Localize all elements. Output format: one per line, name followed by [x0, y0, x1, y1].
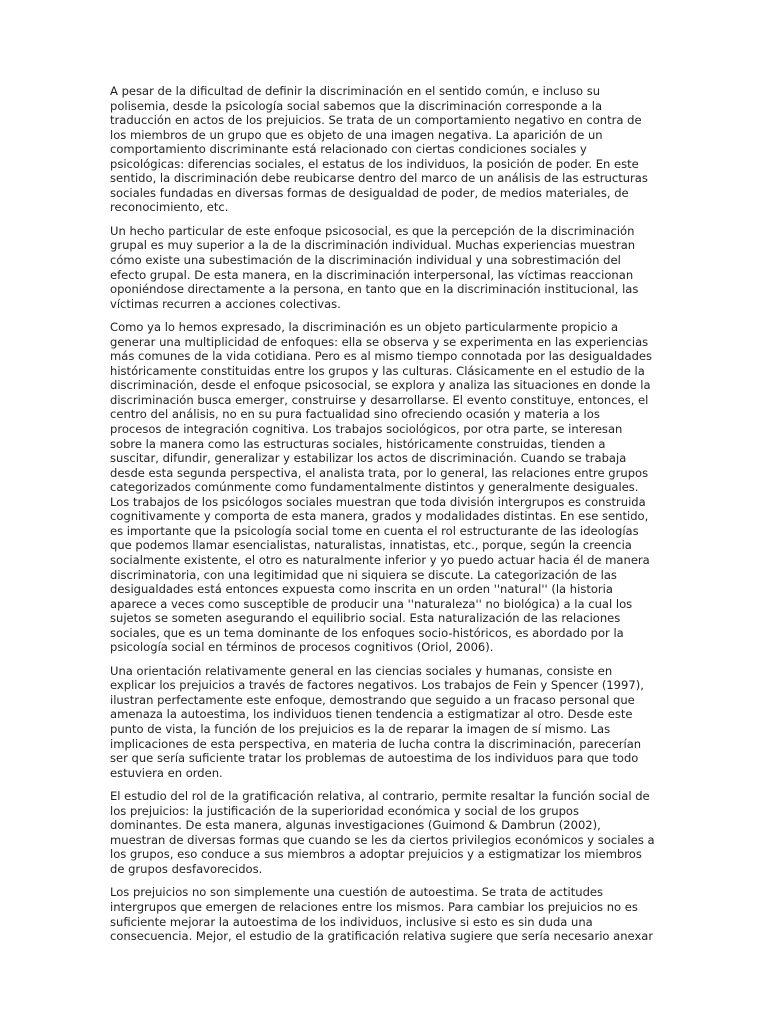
text-line: amenaza la autoestima, los individuos tienen tendencia a estigmatizar al otro. Desde este	[110, 707, 633, 722]
text-line: grupal es muy superior a la de la discriminación individual. Muchas experiencias muestran	[110, 238, 636, 253]
text-line: Una orientación relativamente general en las ciencias sociales y humanas, consiste en	[110, 663, 613, 678]
text-line: de grupos desfavorecidos.	[110, 861, 263, 876]
text-line: ser que sería suficiente tratar los problemas de autoestima de los individuos para que todo	[110, 751, 639, 766]
text-line: sobre la manera como las estructuras sociales, históricamente construidas, tienden a	[110, 436, 606, 451]
text-line: que podemos llamar esencialistas, naturalistas, innatistas, etc., porque, según la creencia	[110, 538, 632, 553]
text-line: sujetos se someten asegurando el equilibrio social. Esta naturalización de las relaciones	[110, 611, 621, 626]
text-line: centro del análisis, no en su pura factualidad sino ofreciendo ocasión y materia a los	[110, 407, 600, 422]
text-line: es importante que la psicología social tome en cuenta el rol estructurante de las ideologías	[110, 523, 639, 538]
text-line: A pesar de la dificultad de definir la discriminación en el sentido común, e incluso su	[110, 84, 601, 98]
text-line: punto de vista, la función de los prejuicios es la de reparar la imagen de sí mismo. Las	[110, 721, 611, 736]
text-line: procesos de integración cognitiva. Los trabajos sociológicos, por otra parte, se interesan	[110, 422, 623, 437]
text-line: suficiente mejorar la autoestima de los individuos, inclusive si esto es sin duda una	[110, 914, 593, 929]
paragraph	[110, 84, 658, 215]
text-line: desigualdades está entonces expuesta como inscrita en un orden ''natural'' (la historia	[110, 582, 613, 597]
text-line: aparece a veces como susceptible de producir una ''naturaleza'' no biológica) a la cual los	[110, 596, 633, 611]
text-line: implicaciones de esta perspectiva, en materia de lucha contra la discriminación, parecerían	[110, 736, 642, 751]
text-line: los grupos, eso conduce a sus miembros a adoptar prejuicios y a estigmatizar los miembros	[110, 847, 642, 862]
paragraph	[110, 224, 658, 311]
text-line: estuviera en orden.	[110, 765, 223, 780]
text-line: consecuencia. Mejor, el estudio de la gratificación relativa sugiere que sería necesario anexar	[110, 929, 654, 944]
text-line: los miembros de un grupo que es objeto de una imagen negativa. La aparición de un	[110, 127, 603, 142]
text-line: cómo existe una subestimación de la discriminación individual y una sobrestimación del	[110, 253, 621, 268]
text-line: reconocimiento, etc.	[110, 200, 229, 215]
text-line: psicológicas: diferencias sociales, el estatus de los individuos, la posición de poder. En este	[110, 156, 639, 171]
text-line: ilustran perfectamente este enfoque, demostrando que seguido a un fracaso personal que	[110, 692, 635, 707]
text-line: discriminación, desde el enfoque psicosocial, se explora y analiza las situaciones en donde la	[110, 378, 651, 393]
text-line: Los prejuicios no son simplemente una cuestión de autoestima. Se trata de actitudes	[110, 885, 604, 900]
text-line: oponiéndose directamente a la persona, en tanto que en la discriminación institucional, las	[110, 282, 639, 297]
text-line: dominantes. De esta manera, algunas investigaciones (Guimond & Dambrun (2002),	[110, 818, 601, 833]
text-line: suscitar, difundir, generalizar y estabilizar los actos de discriminación. Cuando se trabaja	[110, 451, 627, 466]
paragraph	[110, 320, 658, 655]
text-line: socialmente existente, el otro es naturalmente inferior y yo puedo actuar hacia él de manera	[110, 552, 650, 567]
document-body	[110, 84, 658, 953]
text-line: los prejuicios: la justificación de la superioridad económica y social de los grupos	[110, 803, 579, 818]
paragraph	[110, 789, 658, 876]
text-line: cognitivamente y comporta de esta manera, grados y modalidades distintas. En ese sentido,	[110, 509, 649, 524]
text-line: Los trabajos de los psicólogos sociales muestran que toda división intergrupos es construida	[110, 494, 646, 509]
text-line: discriminación busca emerger, construirse y desarrollarse. El evento constituye, entonces, el	[110, 392, 649, 407]
text-line: Un hecho particular de este enfoque psicosocial, es que la percepción de la discriminación	[110, 223, 635, 238]
text-line: discriminatoria, con una legitimidad que ni siquiera se discute. La categorización de las	[110, 567, 617, 582]
text-line: El estudio del rol de la gratificación relativa, al contrario, permite resaltar la función social de	[110, 789, 650, 804]
text-line: efecto grupal. De esta manera, en la discriminación interpersonal, las víctimas reaccionan	[110, 267, 634, 282]
text-line: desde esta segunda perspectiva, el analista trata, por lo general, las relaciones entre grupos	[110, 465, 649, 480]
text-line: sentido, la discriminación debe reubicarse dentro del marco de un análisis de las estructuras	[110, 171, 648, 186]
text-line: víctimas recurren a acciones colectivas.	[110, 296, 341, 311]
text-line: polisemia, desde la psicología social sabemos que la discriminación corresponde a la	[110, 98, 603, 113]
text-line: sociales, que es un tema dominante de los enfoques socio-históricos, es abordado por la	[110, 625, 624, 640]
text-line: psicología social en términos de procesos cognitivos (Oriol, 2006).	[110, 640, 494, 655]
text-line: Como ya lo hemos expresado, la discriminación es un objeto particularmente propicio a	[110, 320, 619, 335]
text-line: históricamente constituidas entre los grupos y las culturas. Clásicamente en el estudio de la	[110, 363, 645, 378]
text-line: más comunes de la vida cotidiana. Pero es al mismo tiempo connotada por las desigualdades	[110, 349, 653, 364]
text-line: traducción en actos de los prejuicios. Se trata de un comportamiento negativo en contra de	[110, 113, 642, 128]
text-line: muestran de diversas formas que cuando se les da ciertos privilegios económicos y sociales a	[110, 832, 655, 847]
paragraph	[110, 664, 658, 780]
paragraph	[110, 885, 658, 943]
text-line: generar una multiplicidad de enfoques: ella se observa y se experimenta en las experiencias	[110, 334, 649, 349]
text-line: intergrupos que emergen de relaciones entre los mismos. Para cambiar los prejuicios no es	[110, 899, 638, 914]
text-line: categorizados comúnmente como fundamentalmente distintos y generalmente desiguales.	[110, 480, 639, 495]
text-line: sociales fundadas en diversas formas de desigualdad de poder, de medios materiales, de	[110, 185, 629, 200]
text-line: comportamiento discriminante está relacionado con ciertas condiciones sociales y	[110, 142, 587, 157]
text-line: explicar los prejuicios a través de factores negativos. Los trabajos de Fein y Spencer (1997),	[110, 678, 644, 693]
